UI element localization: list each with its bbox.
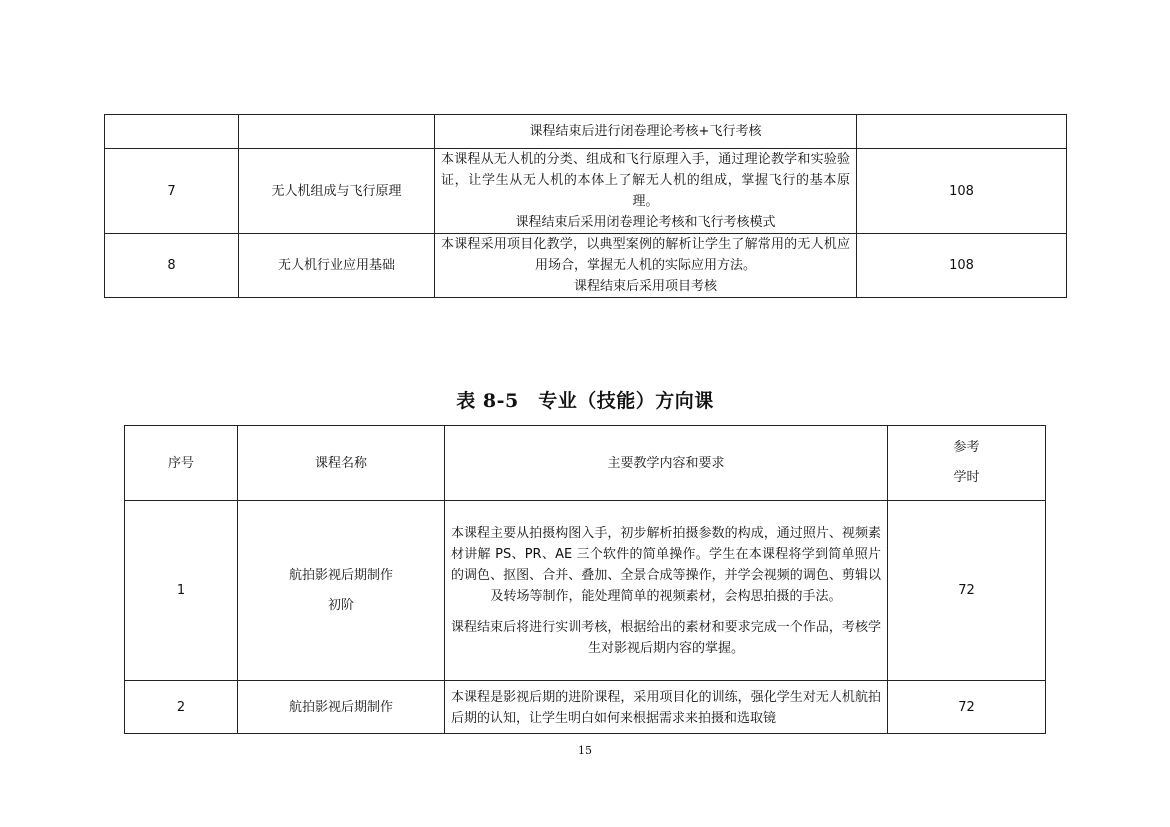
- cell-desc: [445, 501, 888, 681]
- table-header-row: [125, 426, 1046, 501]
- desc-assessment: 课程结束后将进行实训考核，根据给出的素材和要求完成一个作品，考核学生对影视后期内容的掌握。: [451, 619, 881, 656]
- header-num: 序号: [125, 426, 238, 501]
- page-number: 15: [578, 744, 592, 757]
- table-row: [125, 681, 1046, 734]
- cell-num: 2: [125, 681, 238, 734]
- cell-name: [239, 115, 435, 149]
- header-hours-line1: 参考: [953, 440, 980, 455]
- course-name-line2: 初阶: [327, 597, 354, 613]
- header-desc: 主要教学内容和要求: [445, 426, 888, 501]
- table-title: 表 8-5 专业（技能）方向课: [456, 390, 714, 412]
- cell-desc: 课程结束后进行闭卷理论考核+飞行考核: [435, 115, 857, 149]
- cell-name: 无人机组成与飞行原理: [239, 149, 435, 234]
- cell-num: 8: [105, 234, 239, 298]
- cell-name: 航拍影视后期制作: [238, 681, 445, 734]
- cell-hours: 72: [888, 681, 1046, 734]
- course-name-line1: 航拍影视后期制作: [288, 567, 393, 583]
- desc-assessment: 课程结束后采用闭卷理论考核和飞行考核模式: [515, 215, 776, 230]
- cell-num: 1: [125, 501, 238, 681]
- header-name: 课程名称: [238, 426, 445, 501]
- table-row: [105, 149, 1067, 234]
- cell-name: 无人机行业应用基础: [239, 234, 435, 298]
- cell-desc: [445, 681, 888, 734]
- cell-hours: 108: [857, 149, 1067, 234]
- cell-desc: [435, 234, 857, 298]
- table-row: [105, 234, 1067, 298]
- desc-text: 本课程从无人机的分类、组成和飞行原理入手，通过理论教学和实验验证，让学生从无人机的本体上了解无人机的组成，掌握飞行的基本原理。: [441, 152, 850, 209]
- course-table-continued: [104, 114, 1067, 298]
- cell-hours: [857, 115, 1067, 149]
- table-row: [105, 115, 1067, 149]
- cell-desc: [435, 149, 857, 234]
- desc-text: 本课程采用项目化教学，以典型案例的解析让学生了解常用的无人机应用场合，掌握无人机的实际应用方法。: [441, 237, 850, 273]
- cell-name: [238, 501, 445, 681]
- desc-assessment: 课程结束后采用项目考核: [573, 279, 717, 294]
- cell-num: [105, 115, 239, 149]
- cell-hours: 72: [888, 501, 1046, 681]
- header-hours-line2: 学时: [953, 470, 980, 485]
- cell-hours: 108: [857, 234, 1067, 298]
- cell-num: 7: [105, 149, 239, 234]
- desc-text: 本课程是影视后期的进阶课程，采用项目化的训练，强化学生对无人机航拍后期的认知，让学生明白如何来根据需求来拍摄和选取镜: [451, 690, 881, 726]
- desc-text: 本课程主要从拍摄构图入手，初步解析拍摄参数的构成，通过照片、视频素材讲解 PS、PR、AE 三个软件的简单操作。学生在本课程将学到简单照片的调色、抠图、合并、叠加、全景合成等操作，并学会视频的调色、剪辑以及转场等制作，能处理简单的视频素材，会构思拍摄的手法。: [451, 525, 881, 604]
- table-row: [125, 501, 1046, 681]
- specialization-course-table: [124, 425, 1046, 734]
- header-hours: [888, 426, 1046, 501]
